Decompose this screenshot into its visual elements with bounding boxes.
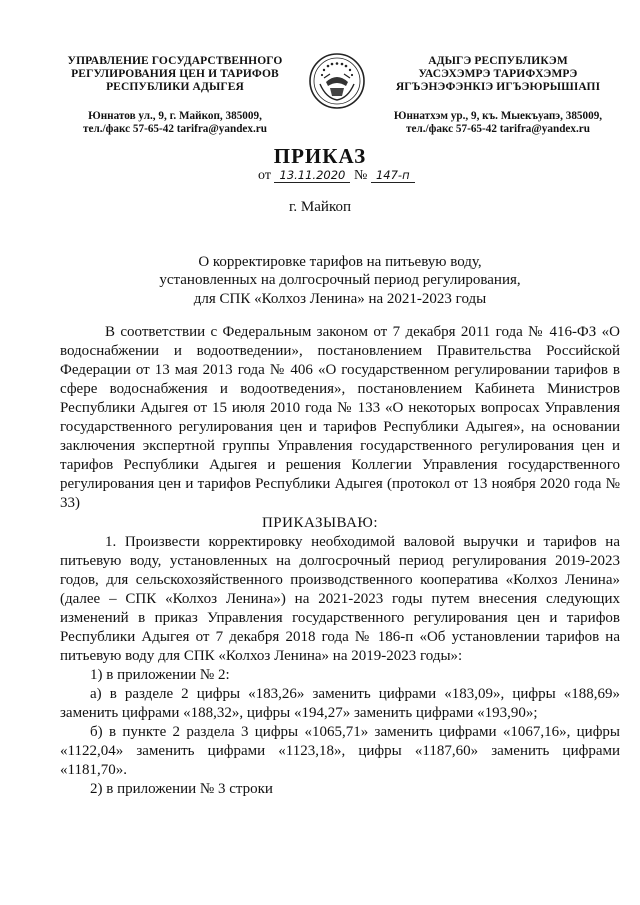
org-line: УАСЭХЭМРЭ ТАРИФХЭМРЭ [418,68,578,80]
preamble-paragraph: В соответствии с Федеральным законом от 7 декабря 2011 года № 416-ФЗ «О водоснабжении и водоотведении», постановлением Правительства Российской Федерации от 13 мая 2013 года № 406 «О государственном регулировании тарифов в сфере водоснабжения и водоотведения», постановлением Кабинета Министров Республики Адыгея от 15 июля 2010 года № 133 «О некоторых вопросах Управления государственного регулирования цен и тарифов Республики Адыгея», на основании заключения экспертной группы Управления государственного регулирования цен и тарифов Республики Адыгея и решения Коллегии Управления государственного регулирования цен и тарифов Республики Адыгея (протокол от 13 ноября 2020 года № 33) [60,324,620,511]
item-1-1: 1) в приложении № 2: [90,667,230,683]
org-line: РЕГУЛИРОВАНИЯ ЦЕН И ТАРИФОВ [71,68,279,80]
org-line: ЯГЪЭНЭФЭНКIЭ ИГЪЭЮРЫШIАПI [395,81,601,93]
subject-line: для СПК «Колхоз Ленина» на 2021-2023 годы [193,290,487,307]
date-number-line [258,168,415,184]
document-title: ПРИКАЗ [273,144,367,168]
item-1-1-a: а) в разделе 2 цифры «183,26» заменить цифрами «183,09», цифры «188,69» заменить цифрами «188,32», цифры «194,27» заменить цифрами «193,90»; [60,686,620,721]
subject [60,253,620,308]
address-block-ru [60,110,290,136]
order-heading: ПРИКАЗЫВАЮ: [261,515,379,531]
header-right [378,55,618,136]
order-items [60,533,620,799]
from-label: от [258,168,271,183]
org-name-ru [60,55,290,94]
org-line: РЕСПУБЛИКИ АДЫГЕЯ [106,81,244,93]
address-ady: Юннатхэм ур., 9, къ. Мыекъуапэ, 385009, [393,110,603,122]
org-name-ady [378,55,618,94]
org-line: АДЫГЭ РЕСПУБЛИКЭМ [428,55,568,67]
org-line: УПРАВЛЕНИЕ ГОСУДАРСТВЕННОГО [67,55,283,67]
header-left [60,55,290,136]
city: г. Майкоп [288,199,352,215]
contacts-ru: тел./факс 57-65-42 tarifra@yandex.ru [83,123,267,135]
address-block-ady [378,110,618,136]
address-ru: Юннатов ул., 9, г. Майкоп, 385009, [88,110,262,122]
coat-of-arms-emblem [308,52,366,110]
subject-line: установленных на долгосрочный период регулирования, [159,272,521,289]
item-1-2: 2) в приложении № 3 строки [90,781,273,797]
number-label: № [353,168,368,183]
subject-line: О корректировке тарифов на питьевую воду, [198,254,482,270]
handwritten-number: 147-п [371,168,415,183]
contacts-ady: тел./факс 57-65-42 tarifra@yandex.ru [406,123,590,135]
handwritten-date: 13.11.2020 [274,168,350,183]
item-1: 1. Произвести корректировку необходимой валовой выручки и тарифов на питьевую воду, установленных на долгосрочный период регулирования 2019-2023 годов, для сельскохозяйственного производственного кооператива «Колхоз Ленина» (далее – СПК «Колхоз Ленина») на 2021-2023 годы путем внесения следующих изменений в приказ Управления государственного регулирования цен и тарифов Республики Адыгея от 7 декабря 2018 года № 186-п «Об установлении тарифов на питьевую воду для СПК «Колхоз Ленина» на 2019-2023 годы»: [60,534,620,664]
item-1-1-b: б) в пункте 2 раздела 3 цифры «1065,71» заменить цифрами «1067,16», цифры «1122,04» заменить цифрами «1123,18», цифры «1187,60» заменить цифрами «1181,70». [60,724,620,778]
